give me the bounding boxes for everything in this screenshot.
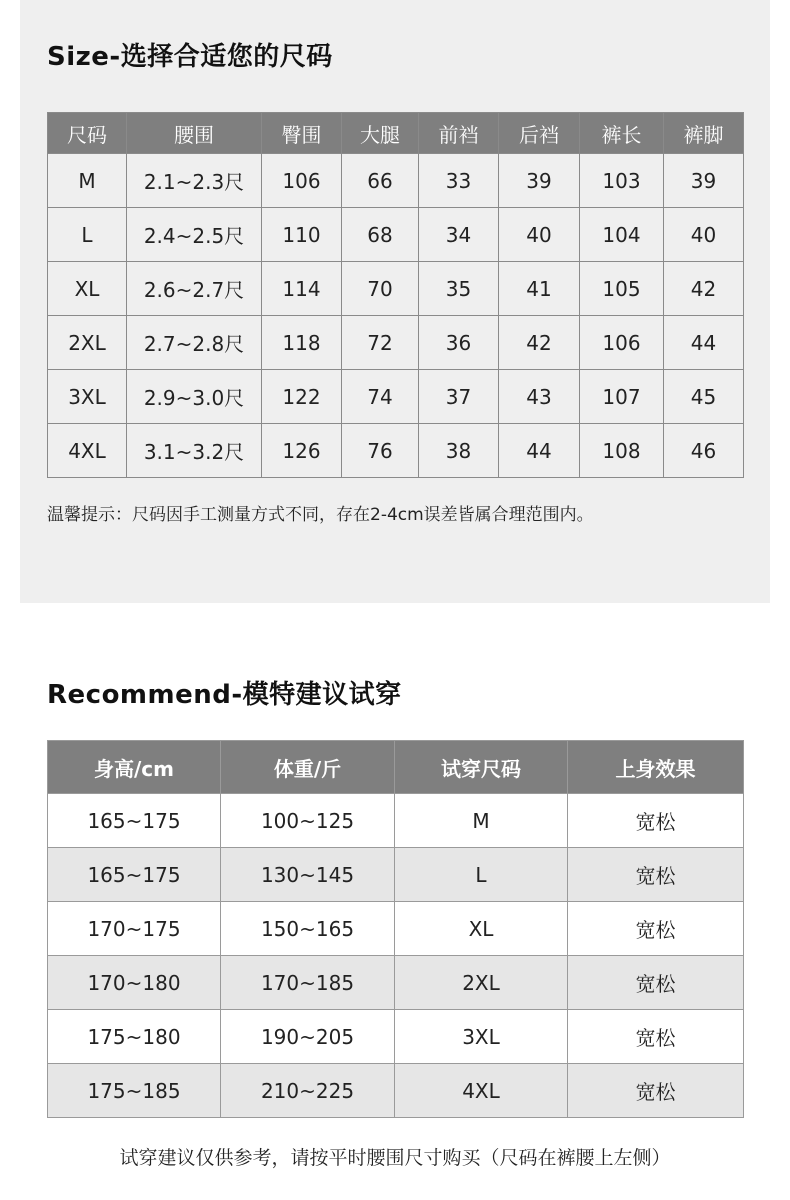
size-cell: 33	[419, 154, 499, 208]
size-header-cell: 尺码	[48, 113, 127, 154]
size-cell: 36	[419, 316, 499, 370]
size-cell: 45	[664, 370, 744, 424]
size-cell: 35	[419, 262, 499, 316]
recommend-cell: 170~185	[221, 956, 395, 1010]
size-cell: 68	[342, 208, 419, 262]
recommend-note: 试穿建议仅供参考，请按平时腰围尺寸购买（尺码在裤腰上左侧）	[119, 1147, 671, 1169]
recommend-header-cell: 体重/斤	[221, 741, 395, 794]
size-cell: 2XL	[48, 316, 127, 370]
size-cell: 43	[499, 370, 580, 424]
recommend-table-row	[48, 1064, 744, 1118]
recommend-table-row	[48, 902, 744, 956]
size-table-row	[48, 262, 744, 316]
size-table-row	[48, 370, 744, 424]
size-cell: 42	[499, 316, 580, 370]
size-cell: 34	[419, 208, 499, 262]
recommend-cell: 175~185	[48, 1064, 221, 1118]
size-header-cell: 前裆	[419, 113, 499, 154]
size-header-cell: 裤脚	[664, 113, 744, 154]
recommend-cell: 175~180	[48, 1010, 221, 1064]
size-cell: 2.9~3.0尺	[127, 370, 262, 424]
recommend-cell: 宽松	[568, 1064, 744, 1118]
recommend-cell: 165~175	[48, 794, 221, 848]
size-cell: 76	[342, 424, 419, 478]
recommend-cell: M	[395, 794, 568, 848]
recommend-header-cell: 上身效果	[568, 741, 744, 794]
size-header-cell: 大腿	[342, 113, 419, 154]
size-cell: 44	[499, 424, 580, 478]
size-cell: 2.7~2.8尺	[127, 316, 262, 370]
size-cell: 114	[262, 262, 342, 316]
recommend-cell: 170~180	[48, 956, 221, 1010]
size-header-cell: 臀围	[262, 113, 342, 154]
size-cell: 70	[342, 262, 419, 316]
recommend-table-row	[48, 1010, 744, 1064]
size-cell: 74	[342, 370, 419, 424]
size-cell: 39	[664, 154, 744, 208]
size-chart-table	[47, 112, 744, 478]
size-measurement-note: 温馨提示：尺码因手工测量方式不同，存在2-4cm误差皆属合理范围内。	[47, 505, 594, 525]
size-cell: 126	[262, 424, 342, 478]
recommend-cell: 2XL	[395, 956, 568, 1010]
size-table-header-row	[48, 113, 744, 154]
size-cell: 104	[580, 208, 664, 262]
size-table-row	[48, 208, 744, 262]
recommend-table-row	[48, 794, 744, 848]
size-cell: 37	[419, 370, 499, 424]
recommend-cell: 165~175	[48, 848, 221, 902]
recommend-table-row	[48, 956, 744, 1010]
size-cell: 106	[580, 316, 664, 370]
size-cell: 40	[499, 208, 580, 262]
recommend-cell: 4XL	[395, 1064, 568, 1118]
size-cell: 2.6~2.7尺	[127, 262, 262, 316]
size-cell: 4XL	[48, 424, 127, 478]
recommend-cell: 170~175	[48, 902, 221, 956]
size-header-cell: 裤长	[580, 113, 664, 154]
size-cell: 44	[664, 316, 744, 370]
recommend-cell: 3XL	[395, 1010, 568, 1064]
size-section-title: Size-选择合适您的尺码	[47, 42, 333, 72]
size-table-row	[48, 154, 744, 208]
size-cell: M	[48, 154, 127, 208]
recommend-header-cell: 试穿尺码	[395, 741, 568, 794]
recommend-cell: 150~165	[221, 902, 395, 956]
size-cell: 38	[419, 424, 499, 478]
size-cell: 46	[664, 424, 744, 478]
size-cell: 108	[580, 424, 664, 478]
recommend-section-title: Recommend-模特建议试穿	[47, 680, 402, 710]
recommend-cell: XL	[395, 902, 568, 956]
size-cell: 2.4~2.5尺	[127, 208, 262, 262]
size-cell: 72	[342, 316, 419, 370]
recommend-cell: 210~225	[221, 1064, 395, 1118]
size-cell: 40	[664, 208, 744, 262]
size-cell: 110	[262, 208, 342, 262]
size-header-cell: 腰围	[127, 113, 262, 154]
size-cell: 106	[262, 154, 342, 208]
recommend-cell: 宽松	[568, 848, 744, 902]
recommend-table-header-row	[48, 741, 744, 794]
recommend-table-row	[48, 848, 744, 902]
size-cell: XL	[48, 262, 127, 316]
size-cell: 41	[499, 262, 580, 316]
size-header-cell: 后裆	[499, 113, 580, 154]
size-cell: 42	[664, 262, 744, 316]
recommend-cell: 100~125	[221, 794, 395, 848]
size-table-row	[48, 424, 744, 478]
size-cell: 103	[580, 154, 664, 208]
recommend-cell: 130~145	[221, 848, 395, 902]
recommend-cell: 190~205	[221, 1010, 395, 1064]
recommend-header-cell: 身高/cm	[48, 741, 221, 794]
size-cell: 3.1~3.2尺	[127, 424, 262, 478]
recommend-cell: 宽松	[568, 902, 744, 956]
size-cell: 39	[499, 154, 580, 208]
recommend-cell: L	[395, 848, 568, 902]
recommend-cell: 宽松	[568, 794, 744, 848]
recommend-table	[47, 740, 744, 1118]
size-cell: 122	[262, 370, 342, 424]
size-cell: 66	[342, 154, 419, 208]
size-cell: 2.1~2.3尺	[127, 154, 262, 208]
size-cell: 3XL	[48, 370, 127, 424]
size-cell: 105	[580, 262, 664, 316]
size-cell: L	[48, 208, 127, 262]
size-table-row	[48, 316, 744, 370]
size-cell: 107	[580, 370, 664, 424]
recommend-cell: 宽松	[568, 1010, 744, 1064]
size-cell: 118	[262, 316, 342, 370]
recommend-cell: 宽松	[568, 956, 744, 1010]
